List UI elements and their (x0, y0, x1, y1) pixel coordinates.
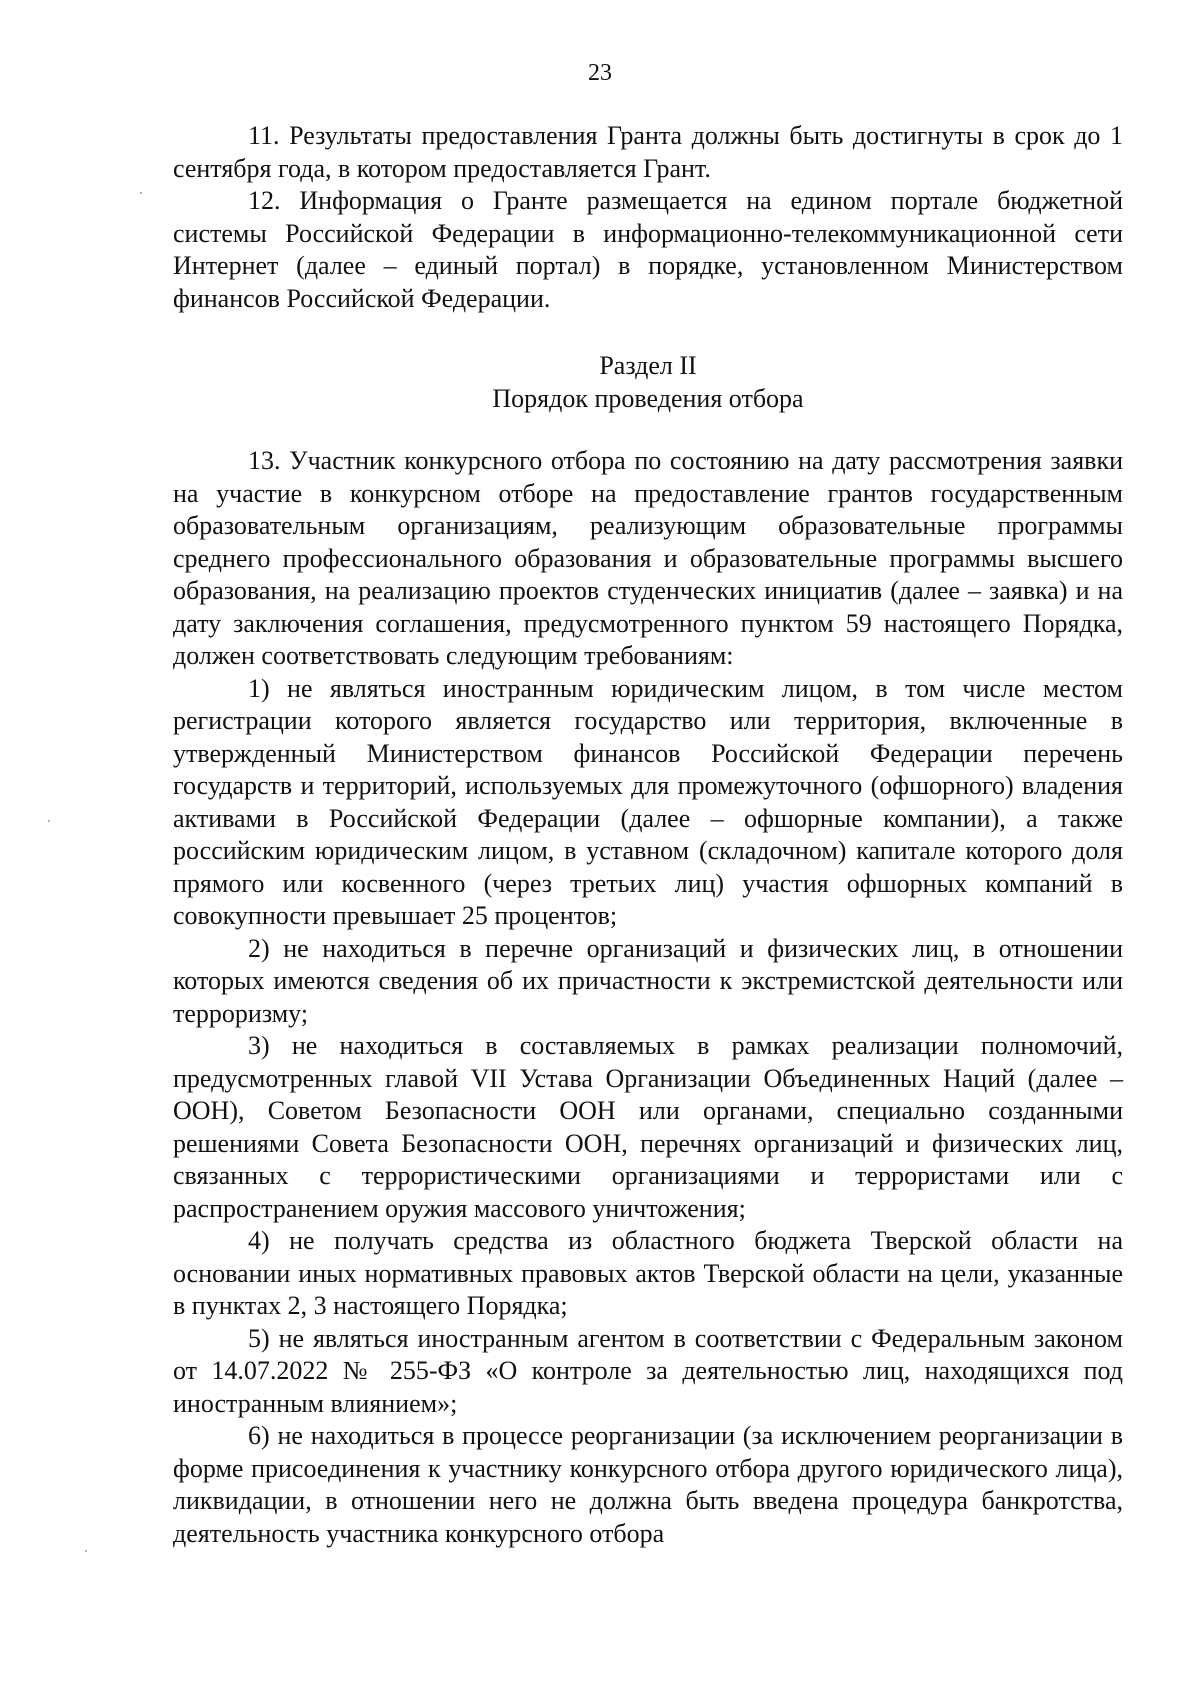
body-paragraphs (173, 445, 1123, 1550)
section-heading (173, 350, 1123, 415)
requirement-4: 4) не получать средства из областного бюджета Тверской области на основании иных нормативных правовых актов Тверской области на цели, указанные в пунктах 2, 3 настоящего Порядка; (173, 1226, 1123, 1320)
requirement-2: 2) не находиться в перечне организаций и физических лиц, в отношении которых имеются сведения об их причастности к экстремистской деятельности или терроризму; (173, 933, 1123, 1028)
paragraph-11: 11. Результаты предоставления Гранта должны быть достигнуты в срок до 1 сентября года, в котором предоставляется Грант. (173, 121, 1123, 183)
scan-speck (140, 192, 142, 194)
intro-paragraphs (173, 120, 1123, 315)
scan-speck (48, 820, 50, 822)
scan-speck (85, 1550, 87, 1552)
paragraph-13: 13. Участник конкурсного отбора по состоянию на дату рассмотрения заявки на участие в конкурсном отборе на предоставление грантов государственным образовательным организациям, реализующим образовательные программы среднего профессионального образования и образовательные программы высшего образования, на реализацию проектов студенческих инициатив (далее – заявка) и на дату заключения соглашения, предусмотренного пунктом 59 настоящего Порядка, должен соответствовать следующим требованиям: (173, 446, 1123, 670)
requirement-3: 3) не находиться в составляемых в рамках реализации полномочий, предусмотренных главой VII Устава Организации Объединенных Наций (далее – ООН), Советом Безопасности ООН или органами, специально созданными решениями Совета Безопасности ООН, перечнях организаций и физических лиц, связанных с террористическими организациями и террористами или с распространением оружия массового уничтожения; (173, 1031, 1123, 1223)
page-number: 23 (588, 60, 612, 86)
requirement-1: 1) не являться иностранным юридическим лицом, в том числе местом регистрации которого является государство или территория, включенные в утвержденный Министерством финансов Российской Федерации перечень государств и территорий, используемых для промежуточного (офшорного) владения активами в Российской Федерации (далее – офшорные компании), а также российским юридическим лицом, в уставном (складочном) капитале которого доля прямого или косвенного (через третьих лиц) участия офшорных компаний в совокупности превышает 25 процентов; (173, 673, 1123, 930)
paragraph-12: 12. Информация о Гранте размещается на едином портале бюджетной системы Российской Федерации в информационно-телекоммуникационной сети Интернет (далее – единый портал) в порядке, установленном Министерством финансов Российской Федерации. (173, 186, 1123, 313)
requirement-6: 6) не находиться в процессе реорганизации (за исключением реорганизации в форме присоединения к участнику конкурсного отбора другого юридического лица), ликвидации, в отношении него не должна быть введена процедура банкротства, деятельность участника конкурсного отбора (173, 1421, 1123, 1548)
requirement-5: 5) не являться иностранным агентом в соответствии с Федеральным законом от 14.07.2022 № 255-ФЗ «О контроле за деятельностью лиц, находящихся под иностранным влиянием»; (173, 1323, 1123, 1418)
section-number: Раздел II (599, 351, 697, 380)
section-title: Порядок проведения отбора (492, 383, 804, 413)
